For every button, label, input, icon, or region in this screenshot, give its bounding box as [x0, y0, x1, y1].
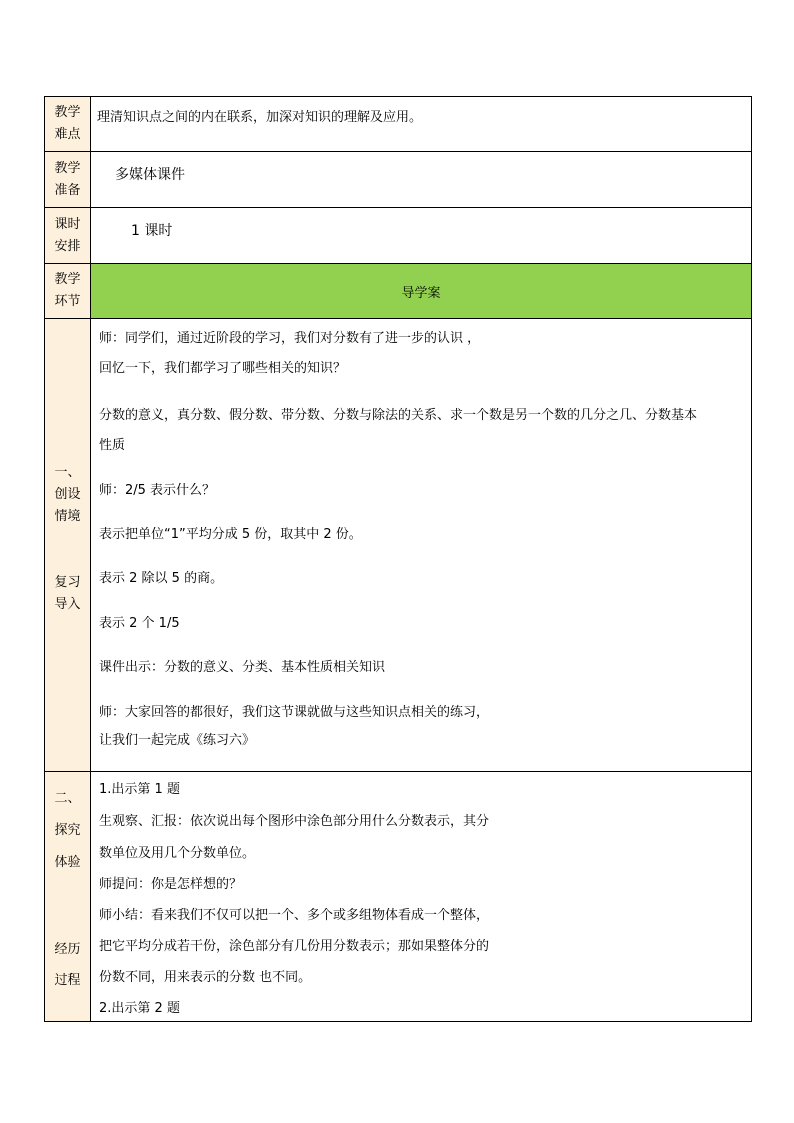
stage-header-cell: [91, 264, 752, 319]
section1-line: 师：同学们，通过近阶段的学习，我们对分数有了进一步的认识 ，: [99, 331, 481, 346]
section2-line: 师提问：你是怎样想的？: [99, 877, 243, 892]
label-line: 准备: [54, 182, 81, 198]
label-line: 创设: [54, 487, 81, 502]
label-line: 教学: [54, 105, 81, 120]
section1-line: 表示 2 除以 5 的商。: [99, 571, 224, 586]
row-preparation: [45, 152, 752, 208]
row-content-section1: [91, 319, 752, 772]
difficulty-text: 理清知识点之间的内在联系，加深对知识的理解及应用。: [97, 110, 423, 125]
row-label-section1: [45, 319, 91, 772]
label-line: 二、: [54, 791, 81, 806]
row-label-stage: [45, 264, 91, 319]
section1-line: 师：2/5 表示什么？: [99, 483, 216, 498]
section1-line: 表示 2 个 1/5: [99, 616, 180, 631]
section1-line: 表示把单位“1”平均分成 5 份，取其中 2 份。: [99, 527, 362, 542]
row-section2: [45, 772, 752, 1022]
section2-line: 数单位及用几个分数单位。: [99, 846, 256, 861]
label-line: 教学: [54, 160, 81, 176]
section2-line: 1.出示第 1 题: [99, 782, 180, 797]
section2-line: 生观察、汇报：依次说出每个图形中涂色部分用什么分数表示，其分: [99, 814, 490, 829]
label-line: 一、: [54, 465, 81, 480]
row-stage: [45, 264, 752, 319]
section1-line: 分数的意义，真分数、假分数、带分数、分数与除法的关系、求一个数是另一个数的几分之几、分数基本: [99, 408, 698, 423]
row-label-section2: [45, 772, 91, 1022]
row-content-section2: [91, 772, 752, 1022]
section1-line: 师：大家回答的都很好，我们这节课就做与这些知识点相关的练习，: [99, 705, 490, 720]
row-content-difficulty: [91, 97, 752, 152]
row-label-difficulty: [45, 97, 91, 152]
row-content-schedule: [91, 208, 752, 264]
section1-line: 课件出示：分数的意义、分类、基本性质相关知识: [99, 660, 386, 675]
label-line: 情境: [54, 509, 81, 524]
lesson-plan-table: [44, 96, 752, 1022]
section1-line: 回忆一下，我们都学习了哪些相关的知识？: [99, 361, 347, 376]
section1-line: 让我们一起完成《练习六》: [99, 733, 256, 748]
label-line: 导入: [54, 597, 81, 612]
label-line: 教学: [54, 272, 81, 287]
row-label-schedule: [45, 208, 91, 264]
label-line: 复习: [54, 575, 81, 590]
label-line: 过程: [54, 973, 81, 988]
label-line: 环节: [54, 294, 81, 309]
preparation-text: 多媒体课件: [115, 167, 185, 183]
label-line: 经历: [54, 942, 81, 957]
label-line: 探究: [54, 823, 81, 838]
section2-line: 2.出示第 2 题: [99, 1001, 180, 1016]
section2-line: 份数不同，用来表示的分数 也不同。: [99, 970, 312, 985]
section1-line: 性质: [99, 438, 126, 453]
label-line: 难点: [54, 127, 81, 142]
label-line: 课时: [54, 216, 81, 232]
label-line: 安排: [54, 238, 81, 254]
row-schedule: [45, 208, 752, 264]
row-section1: [45, 319, 752, 772]
schedule-text: 1 课时: [131, 223, 173, 239]
row-difficulty: [45, 97, 752, 152]
row-label-preparation: [45, 152, 91, 208]
section2-line: 师小结：看来我们不仅可以把一个、多个或多组物体看成一个整体，: [99, 908, 490, 923]
row-content-preparation: [91, 152, 752, 208]
section2-line: 把它平均分成若干份，涂色部分有几份用分数表示；那如果整体分的: [99, 939, 490, 954]
label-line: 体验: [54, 855, 81, 870]
stage-header-text: 导学案: [401, 285, 441, 301]
